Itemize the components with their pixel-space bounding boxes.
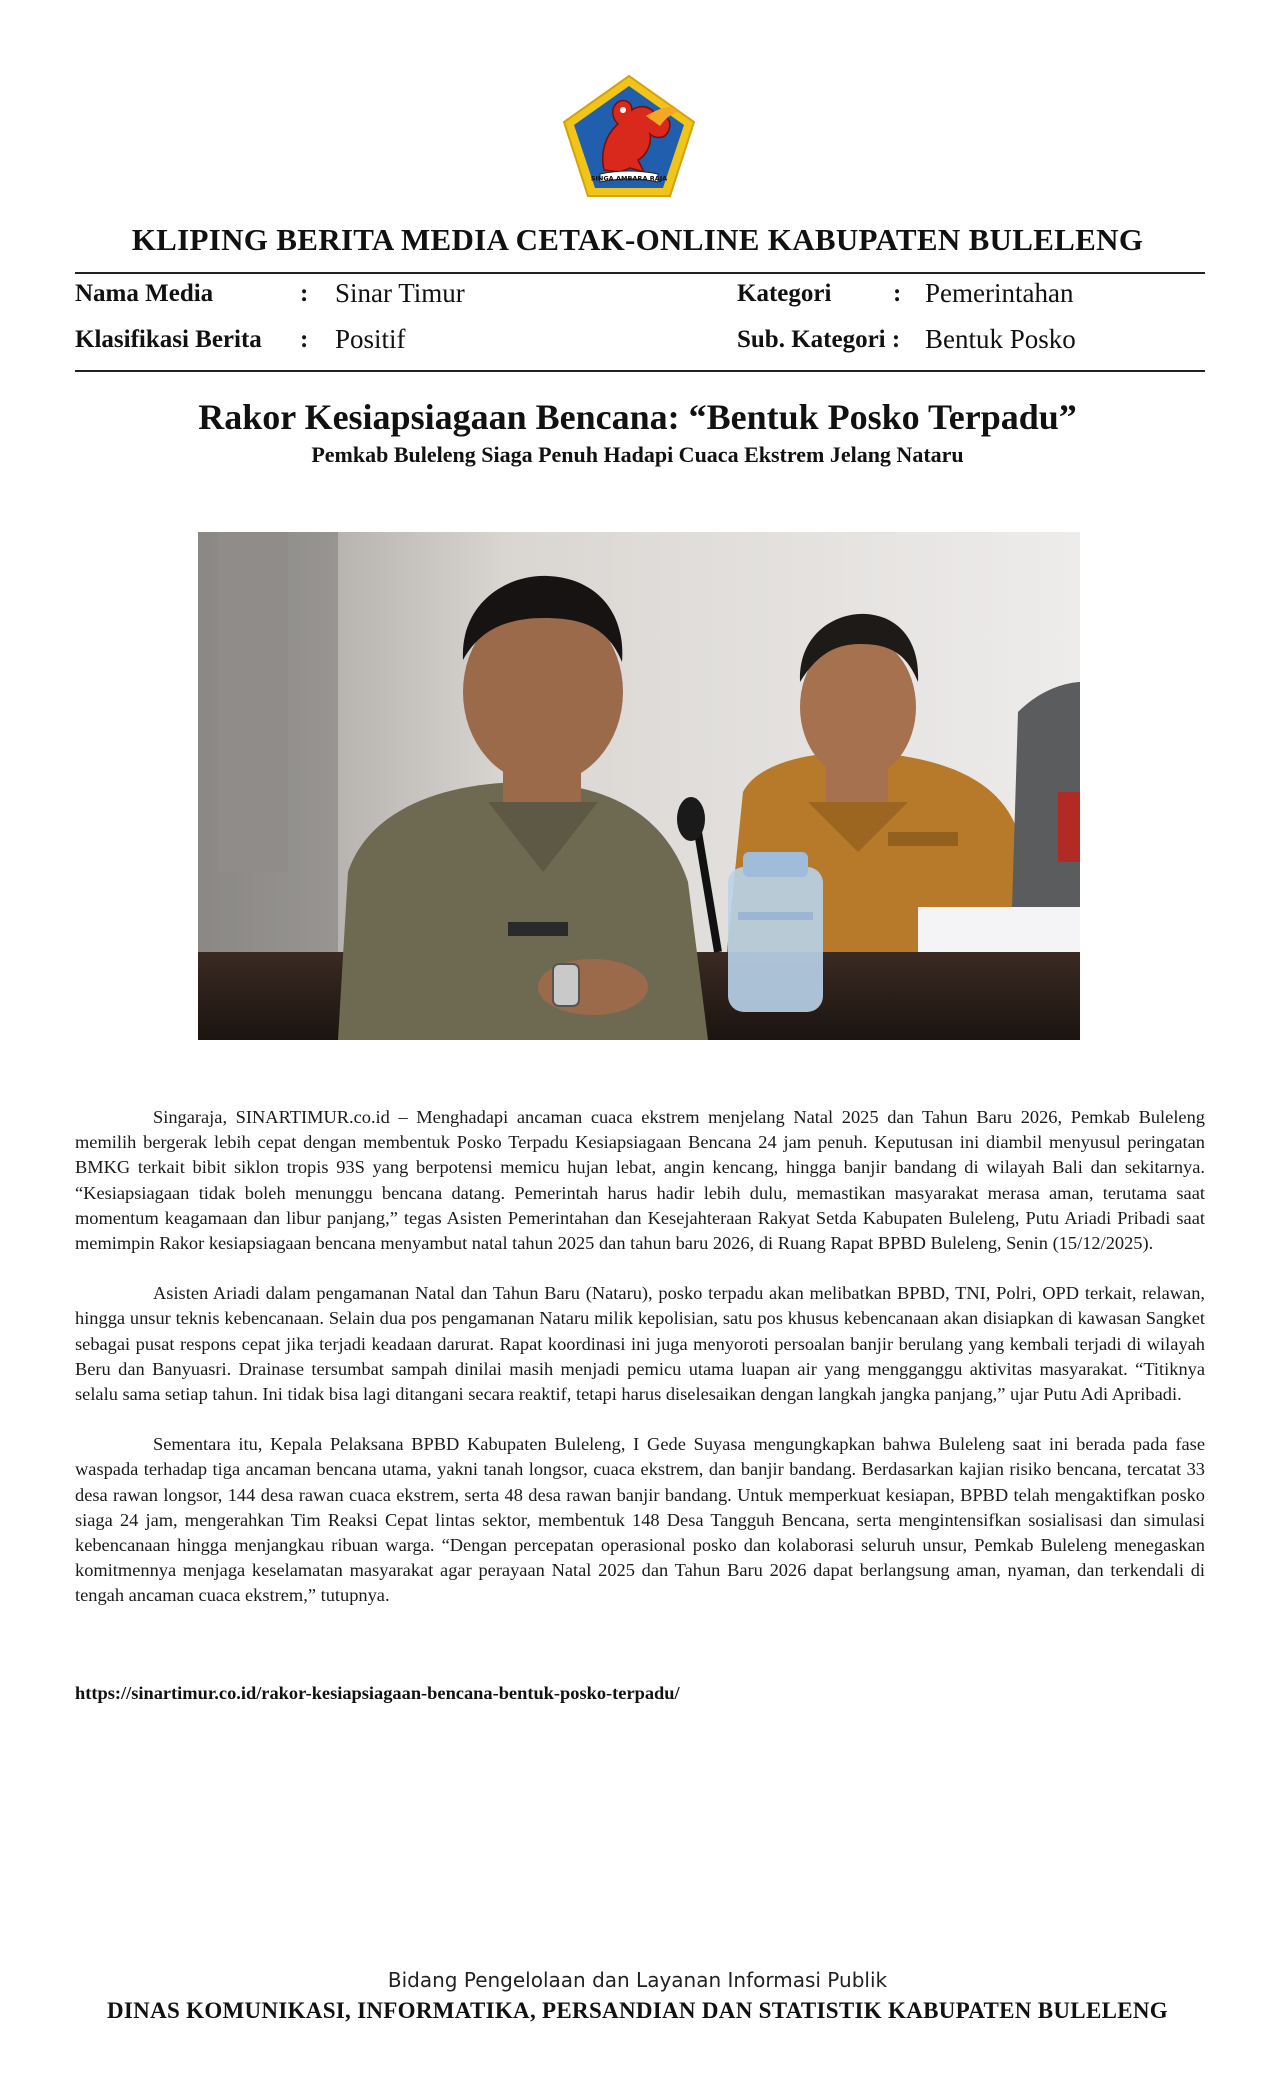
article-body	[75, 1105, 1205, 1634]
regency-logo	[560, 72, 698, 200]
kategori-colon: :	[893, 280, 902, 307]
klasifikasi-colon: :	[300, 326, 309, 353]
article-subheadline: Pemkab Buleleng Siaga Penuh Hadapi Cuaca Ekstrem Jelang Nataru	[311, 442, 964, 467]
svg-text:SINGA AMBARA RAJA: SINGA AMBARA RAJA	[590, 174, 668, 183]
footer-agency: DINAS KOMUNIKASI, INFORMATIKA, PERSANDIAN DAN STATISTIK KABUPATEN BULELENG	[107, 1998, 1168, 2023]
clipping-title: KLIPING BERITA MEDIA CETAK-ONLINE KABUPATEN BULELENG	[131, 222, 1144, 257]
kategori-label: Kategori	[737, 280, 832, 307]
klasifikasi-label: Klasifikasi Berita	[75, 326, 262, 353]
footer-division: Bidang Pengelolaan dan Layanan Informasi Publik	[387, 1968, 888, 1992]
sub-kategori-value: Bentuk Posko	[925, 324, 1076, 354]
source-url-link[interactable]: https://sinartimur.co.id/rakor-kesiapsiagaan-bencana-bentuk-posko-terpadu/	[75, 1683, 680, 1703]
article-headline: Rakor Kesiapsiagaan Bencana: “Bentuk Posko Terpadu”	[198, 397, 1077, 437]
header-top-rule	[75, 272, 1205, 274]
nama-media-colon: :	[300, 280, 309, 307]
news-photo	[198, 532, 1080, 1040]
klasifikasi-value: Positif	[335, 324, 406, 354]
kategori-value: Pemerintahan	[925, 278, 1074, 308]
nama-media-label: Nama Media	[75, 280, 214, 307]
nama-media-value: Sinar Timur	[335, 278, 465, 308]
article-paragraph: Sementara itu, Kepala Pelaksana BPBD Kabupaten Buleleng, I Gede Suyasa mengungkapkan bahwa Buleleng saat ini berada pada fase waspada terhadap tiga ancaman bencana utama, yakni tanah longsor, cuaca ekstrem, dan banjir bandang. Berdasarkan kajian risiko bencana, tercatat 33 desa rawan longsor, 144 desa rawan cuaca ekstrem, serta 48 desa rawan banjir bandang. Untuk memperkuat kesiapan, BPBD telah mengaktifkan posko siaga 24 jam, mengerahkan Tim Reaksi Cepat lintas sektor, membentuk 148 Desa Tangguh Bencana, serta mengintensifkan sosialisasi dan simulasi kebencanaan hingga menjangkau ribuan warga. “Dengan percepatan operasional posko dan kolaborasi seluruh unsur, Pemkab Buleleng menegaskan komitmennya menjaga keselamatan masyarakat agar perayaan Natal 2025 dan Tahun Baru 2026 dapat berlangsung aman, nyaman, dan terkendali di tengah ancaman cuaca ekstrem,” tutupnya.	[75, 1434, 1205, 1606]
sub-kategori-label: Sub. Kategori :	[737, 326, 901, 353]
article-paragraph: Asisten Ariadi dalam pengamanan Natal dan Tahun Baru (Nataru), posko terpadu akan melibatkan BPBD, TNI, Polri, OPD terkait, relawan, hingga unsur teknis kebencanaan. Selain dua pos pengamanan Nataru milik kepolisian, satu pos khusus kebencanaan akan disiapkan di kawasan Sangket sebagai pusat respons cepat jika terjadi keadaan darurat. Rapat koordinasi ini juga menyoroti persoalan banjir berulang yang kembali terjadi di wilayah Beru dan Banyuasri. Drainase tersumbat sampah dinilai masih menjadi pemicu utama luapan air yang mengganggu aktivitas masyarakat. “Titiknya selalu sama setiap tahun. Ini tidak bisa lagi ditangani secara reaktif, tetapi harus diselesaikan dengan langkah jangka panjang,” ujar Putu Adi Apribadi.	[75, 1283, 1205, 1405]
header-bottom-rule	[75, 370, 1205, 372]
article-paragraph: Singaraja, SINARTIMUR.co.id – Menghadapi ancaman cuaca ekstrem menjelang Natal 2025 dan Tahun Baru 2026, Pemkab Buleleng memilih bergerak lebih cepat dengan membentuk Posko Terpadu Kesiapsiagaan Bencana 24 jam penuh. Keputusan ini diambil menyusul peringatan BMKG terkait bibit siklon tropis 93S yang berpotensi memicu hujan lebat, angin kencang, hingga banjir bandang di wilayah Bali dan sekitarnya. “Kesiapsiagaan tidak boleh menunggu bencana datang. Pemerintah harus hadir lebih dulu, memastikan masyarakat merasa aman, terutama saat momentum keagamaan dan libur panjang,” tegas Asisten Pemerintahan dan Kesejahteraan Rakyat Setda Kabupaten Buleleng, Putu Ariadi Pribadi saat memimpin Rakor kesiapsiagaan bencana menyambut natal tahun 2025 dan tahun baru 2026, di Ruang Rapat BPBD Buleleng, Senin (15/12/2025).	[75, 1107, 1205, 1254]
